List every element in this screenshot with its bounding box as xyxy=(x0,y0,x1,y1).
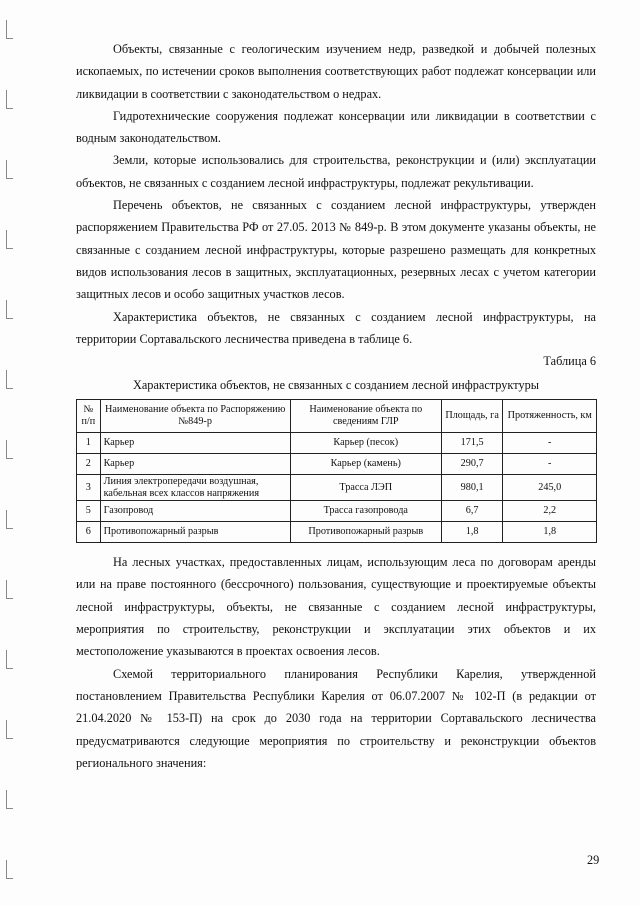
header-number: № п/п xyxy=(77,400,101,433)
binding-mark xyxy=(6,230,13,249)
cell-object-glr: Противопожарный разрыв xyxy=(290,522,441,543)
binding-edge xyxy=(6,20,14,890)
binding-mark xyxy=(6,650,13,669)
cell-length: 245,0 xyxy=(503,475,597,501)
header-area: Площадь, га xyxy=(441,400,503,433)
cell-area: 980,1 xyxy=(441,475,503,501)
page-number: 29 xyxy=(587,853,600,867)
header-object-glr: Наименование объекта по сведениям ГЛР xyxy=(290,400,441,433)
cell-area: 171,5 xyxy=(441,433,503,454)
paragraph: Объекты, связанные с геологическим изучением недр, разведкой и добычей полезных ископаемых, по истечении сроков выполнения соответствующих работ подлежат консервации или ликвидации в соответствии с законодательством о недрах. xyxy=(76,42,596,101)
paragraph: Схемой территориального планирования Республики Карелия, утвержденной постановлением Правительства Республики Карелия от 06.07.2007 № 102-П (в редакции от 21.04.2020 № 153-П) на срок до 2030 года на территории Сортавальского лесничества предусматриваются следующие мероприятия по строительству и реконструкции объектов регионального значения: xyxy=(76,666,596,770)
cell-object-glr: Трасса газопровода xyxy=(290,501,441,522)
cell-area: 290,7 xyxy=(441,454,503,475)
binding-mark xyxy=(6,510,13,529)
table-row xyxy=(77,522,597,543)
cell-object-glr: Карьер (камень) xyxy=(290,454,441,475)
cell-object-849: Газопровод xyxy=(100,501,290,522)
objects-table xyxy=(76,399,597,543)
cell-area: 1,8 xyxy=(441,522,503,543)
cell-number: 5 xyxy=(77,501,101,522)
binding-mark xyxy=(6,580,13,599)
paragraph: Гидротехнические сооружения подлежат консервации или ликвидации в соответствии с водным законодательством. xyxy=(76,108,596,146)
binding-mark xyxy=(6,20,13,39)
cell-object-glr: Трасса ЛЭП xyxy=(290,475,441,501)
cell-number: 1 xyxy=(77,433,101,454)
cell-number: 2 xyxy=(77,454,101,475)
binding-mark xyxy=(6,440,13,459)
cell-object-glr: Карьер (песок) xyxy=(290,433,441,454)
cell-length: 1,8 xyxy=(503,522,597,543)
cell-object-849: Карьер xyxy=(100,433,290,454)
paragraph: Характеристика объектов, не связанных с созданием лесной инфраструктуры, на территории Сортавальского лесничества приведена в таблице 6. xyxy=(76,309,596,346)
header-length: Протяженность, км xyxy=(503,400,597,433)
page-content xyxy=(76,38,596,774)
spacer xyxy=(76,543,596,551)
cell-length: - xyxy=(503,454,597,475)
table-row xyxy=(77,501,597,522)
table-row xyxy=(77,475,597,501)
binding-mark xyxy=(6,720,13,739)
paragraph: Земли, которые использовались для строительства, реконструкции и (или) эксплуатации объектов, не связанных с созданием лесной инфраструктуры, подлежат рекультивации. xyxy=(76,153,596,190)
table-row xyxy=(77,433,597,454)
cell-object-849: Линия электропередачи воздушная, кабельная всех классов напряжения xyxy=(100,475,290,501)
header-object-849: Наименование объекта по Распоряжению №849-р xyxy=(100,400,290,433)
cell-length: - xyxy=(503,433,597,454)
binding-mark xyxy=(6,160,13,179)
binding-mark xyxy=(6,90,13,109)
cell-length: 2,2 xyxy=(503,501,597,522)
binding-mark xyxy=(6,370,13,389)
binding-mark xyxy=(6,300,13,319)
paragraph: На лесных участках, предоставленных лицам, использующим леса по договорам аренды или на праве постоянного (бессрочного) пользования, существующие и проектируемые объекты лесной инфраструктуры, объекты, не связанные с созданием лесной инфраструктуры, мероприятия по строительству, реконструкции и эксплуатации этих объектов и их местоположение указываются в проектах освоения лесов. xyxy=(76,555,596,659)
binding-mark xyxy=(6,790,13,809)
table-header-row xyxy=(77,400,597,433)
cell-object-849: Карьер xyxy=(100,454,290,475)
cell-number: 6 xyxy=(77,522,101,543)
table-row xyxy=(77,454,597,475)
table-label: Таблица 6 xyxy=(543,354,596,369)
cell-object-849: Противопожарный разрыв xyxy=(100,522,290,543)
table-title: Характеристика объектов, не связанных с созданием лесной инфраструктуры xyxy=(132,378,540,393)
cell-area: 6,7 xyxy=(441,501,503,522)
binding-mark xyxy=(6,860,13,879)
paragraph: Перечень объектов, не связанных с созданием лесной инфраструктуры, утвержден распоряжением Правительства РФ от 27.05. 2013 № 849-р. В этом документе указаны объекты, не связанные с созданием лесной инфраструктуры, которые разрешено размещать для конкретных видов использования лесов в защитных, эксплуатационных, резервных лесах с учетом категории защитных лесов и особо защитных участков лесов. xyxy=(76,198,596,302)
cell-number: 3 xyxy=(77,475,101,501)
